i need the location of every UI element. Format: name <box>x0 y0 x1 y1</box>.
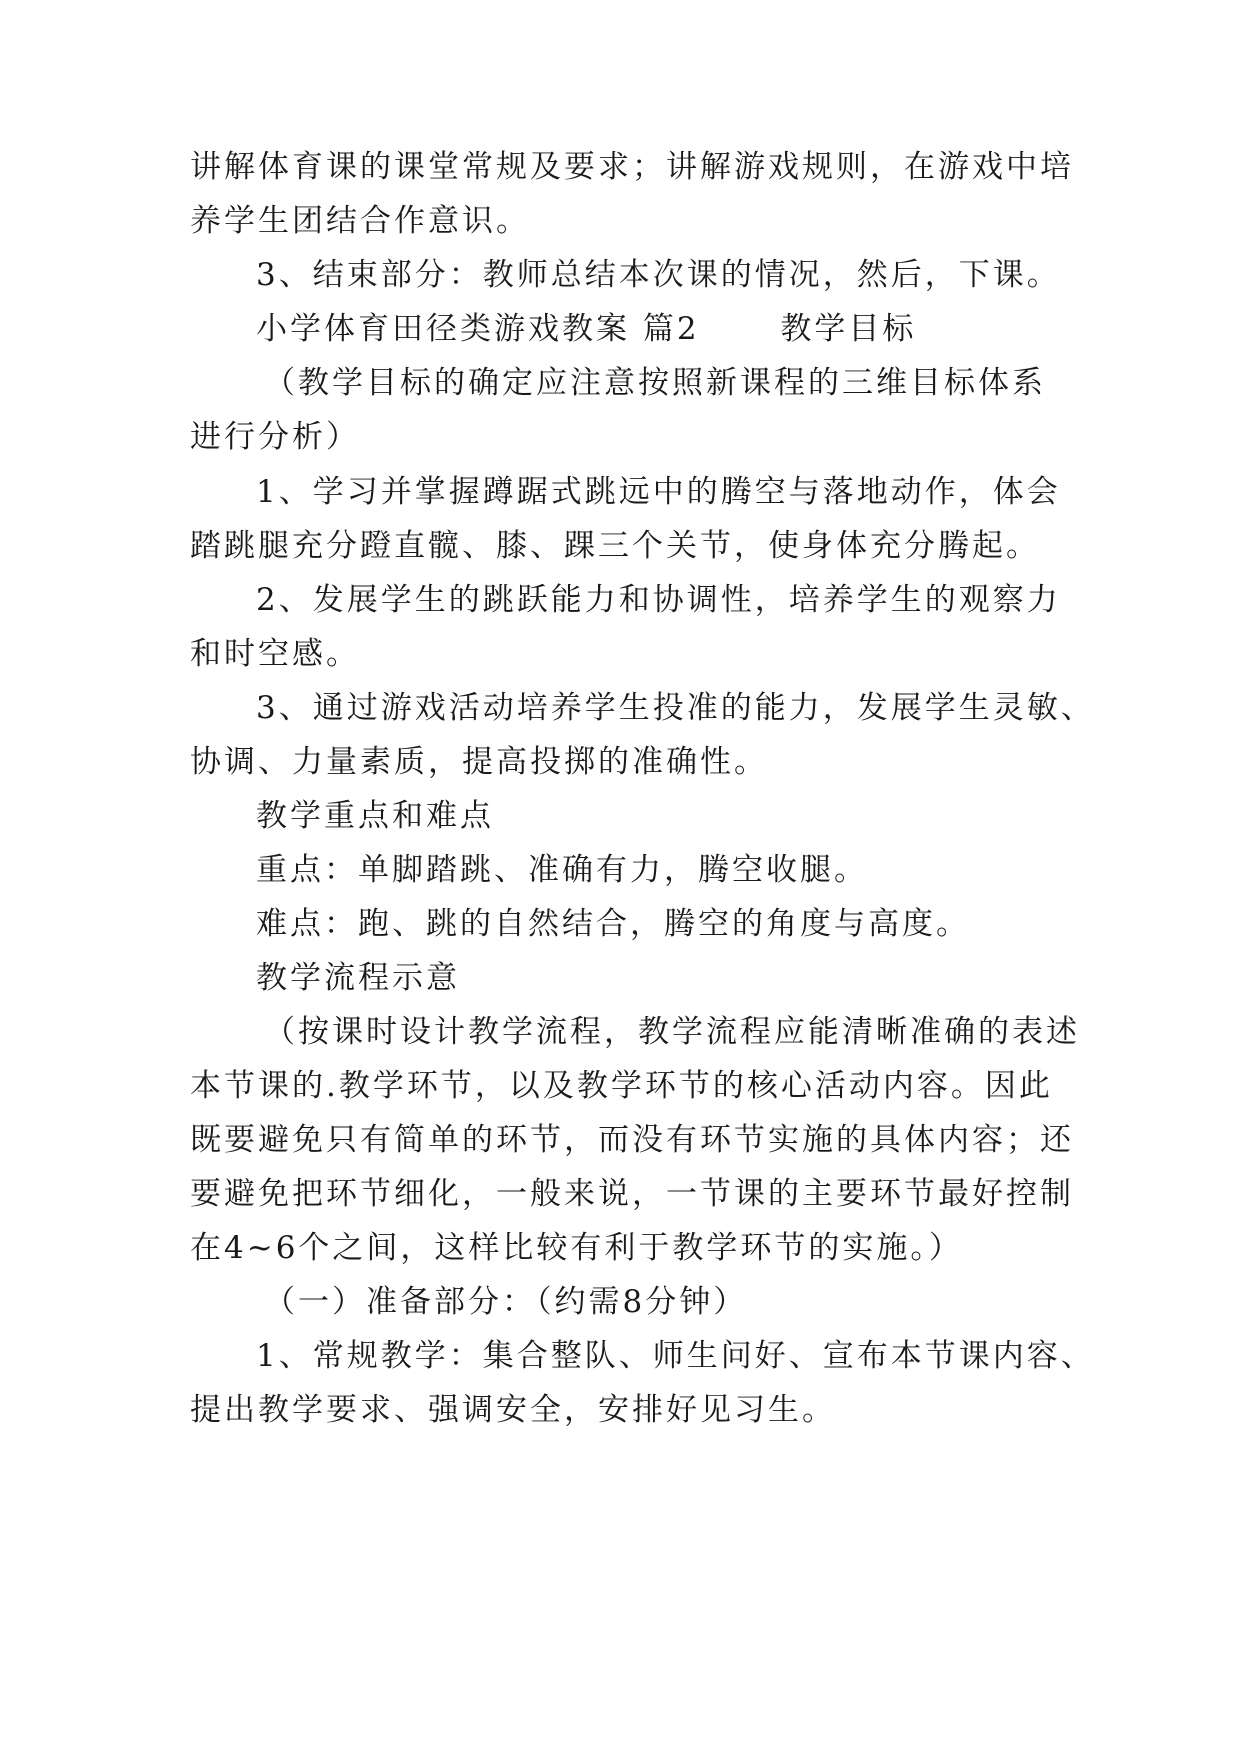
paragraph-line: 2、发展学生的跳跃能力和协调性，培养学生的观察力 <box>256 582 1061 618</box>
section-heading: 教学重点和难点 <box>256 798 494 834</box>
paragraph-line: 3、通过游戏活动培养学生投准的能力，发展学生灵敏、 <box>256 690 1095 726</box>
paragraph-line: （按课时设计教学流程，教学流程应能清晰准确的表述 <box>264 1014 1080 1050</box>
paragraph-line: 要避免把环节细化，一般来说，一节课的主要环节最好控制 <box>190 1176 1074 1212</box>
paragraph-line: 进行分析） <box>190 419 360 455</box>
paragraph-line: 协调、力量素质，提高投掷的准确性。 <box>190 744 768 780</box>
paragraph-line: （一）准备部分：（约需8分钟） <box>264 1284 748 1320</box>
paragraph-line: 1、学习并掌握蹲踞式跳远中的腾空与落地动作，体会 <box>256 474 1061 510</box>
paragraph-line: 在4~6个之间，这样比较有利于教学环节的实施。） <box>190 1230 963 1266</box>
paragraph-line: 养学生团结合作意识。 <box>190 203 530 239</box>
paragraph-line: 提出教学要求、强调安全，安排好见习生。 <box>190 1392 836 1428</box>
paragraph-line: 3、结束部分：教师总结本次课的情况，然后，下课。 <box>256 257 1061 293</box>
paragraph-line: 踏跳腿充分蹬直髋、膝、踝三个关节，使身体充分腾起。 <box>190 528 1040 564</box>
section-heading: 小学体育田径类游戏教案 篇2 教学目标 <box>256 311 917 347</box>
paragraph-line: （教学目标的确定应注意按照新课程的三维目标体系 <box>264 365 1046 401</box>
paragraph-line: 讲解体育课的课堂常规及要求；讲解游戏规则，在游戏中培 <box>190 149 1074 185</box>
paragraph-line: 既要避免只有简单的环节，而没有环节实施的具体内容；还 <box>190 1122 1074 1158</box>
paragraph-line: 难点：跑、跳的自然结合，腾空的角度与高度。 <box>256 906 970 942</box>
paragraph-line: 本节课的.教学环节，以及教学环节的核心活动内容。因此 <box>190 1068 1053 1104</box>
paragraph-line: 重点：单脚踏跳、准确有力，腾空收腿。 <box>256 852 868 888</box>
paragraph-line: 1、常规教学：集合整队、师生问好、宣布本节课内容、 <box>256 1338 1095 1374</box>
section-heading: 教学流程示意 <box>256 960 460 996</box>
paragraph-line: 和时空感。 <box>190 636 360 672</box>
